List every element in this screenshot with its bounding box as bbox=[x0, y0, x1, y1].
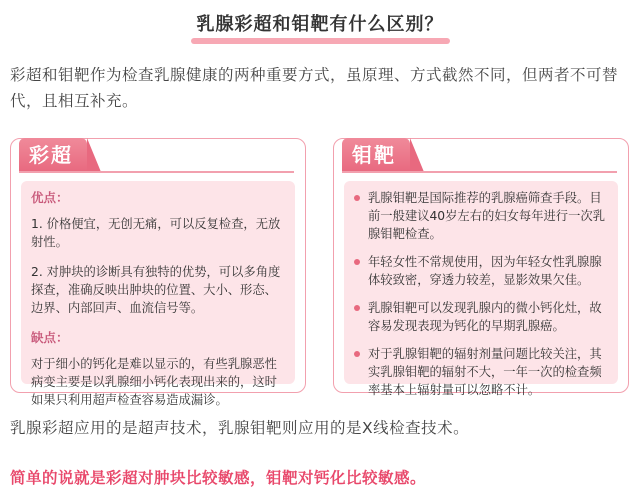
list-item: 对于乳腺钼靶的辐射剂量问题比较关注，其实乳腺钼靶的辐射不大，一年一次的检查频率基本上辐射量可以忽略不计。 bbox=[354, 345, 608, 399]
technology-note: 乳腺彩超应用的是超声技术，乳腺钼靶则应用的是X线检查技术。 bbox=[10, 419, 470, 437]
mammography-card bbox=[333, 138, 629, 397]
list-item: 乳腺钼靶可以发现乳腺内的微小钙化灶，故容易发现表现为钙化的早期乳腺癌。 bbox=[354, 299, 608, 335]
pros-item-2: 2. 对肿块的诊断具有独特的优势，可以多角度探查，准确反映出肿块的位置、大小、形态、边界、内部回声、血流信号等。 bbox=[31, 265, 281, 315]
mammography-card-body bbox=[344, 181, 618, 397]
bullet-dot-icon bbox=[354, 351, 360, 357]
intro-paragraph: 彩超和钼靶作为检查乳腺健康的两种重要方式，虽原理、方式截然不同，但两者不可替代，且相互补充。 bbox=[10, 66, 619, 110]
ultrasound-card-body bbox=[21, 181, 295, 407]
ultrasound-tab: 彩超 bbox=[19, 138, 87, 172]
list-item: 年轻女性不常规使用，因为年轻女性乳腺腺体较致密，穿透力较差，显影效果欠佳。 bbox=[354, 253, 608, 289]
mammography-list bbox=[354, 189, 608, 399]
header-divider bbox=[342, 171, 617, 173]
ultrasound-card-header bbox=[19, 138, 87, 174]
pros-item-1: 1. 价格便宜，无创无痛，可以反复检查，无放射性。 bbox=[31, 217, 281, 249]
page-title: 乳腺彩超和钼靶有什么区别？ bbox=[191, 10, 450, 36]
header-divider bbox=[19, 171, 294, 173]
pros-label: 优点： bbox=[31, 190, 69, 205]
mammography-card-header bbox=[342, 138, 410, 174]
list-item: 乳腺钼靶是国际推荐的乳腺癌筛查手段。目前一般建议40岁左右的妇女每年进行一次乳腺钼靶检查。 bbox=[354, 189, 608, 243]
bullet-dot-icon bbox=[354, 259, 360, 265]
mammography-tab: 钼靶 bbox=[342, 138, 410, 172]
bullet-dot-icon bbox=[354, 305, 360, 311]
title-container bbox=[0, 10, 640, 36]
cons-text: 对于细小的钙化是难以显示的，有些乳腺恶性病变主要是以乳腺细小钙化表现出来的，这时如果只利用超声检查容易造成漏诊。 bbox=[31, 357, 277, 407]
bullet-dot-icon bbox=[354, 195, 360, 201]
cons-label: 缺点： bbox=[31, 330, 69, 345]
ultrasound-card bbox=[10, 138, 306, 407]
summary-highlight: 简单的说就是彩超对肿块比较敏感，钼靶对钙化比较敏感。 bbox=[10, 469, 427, 487]
